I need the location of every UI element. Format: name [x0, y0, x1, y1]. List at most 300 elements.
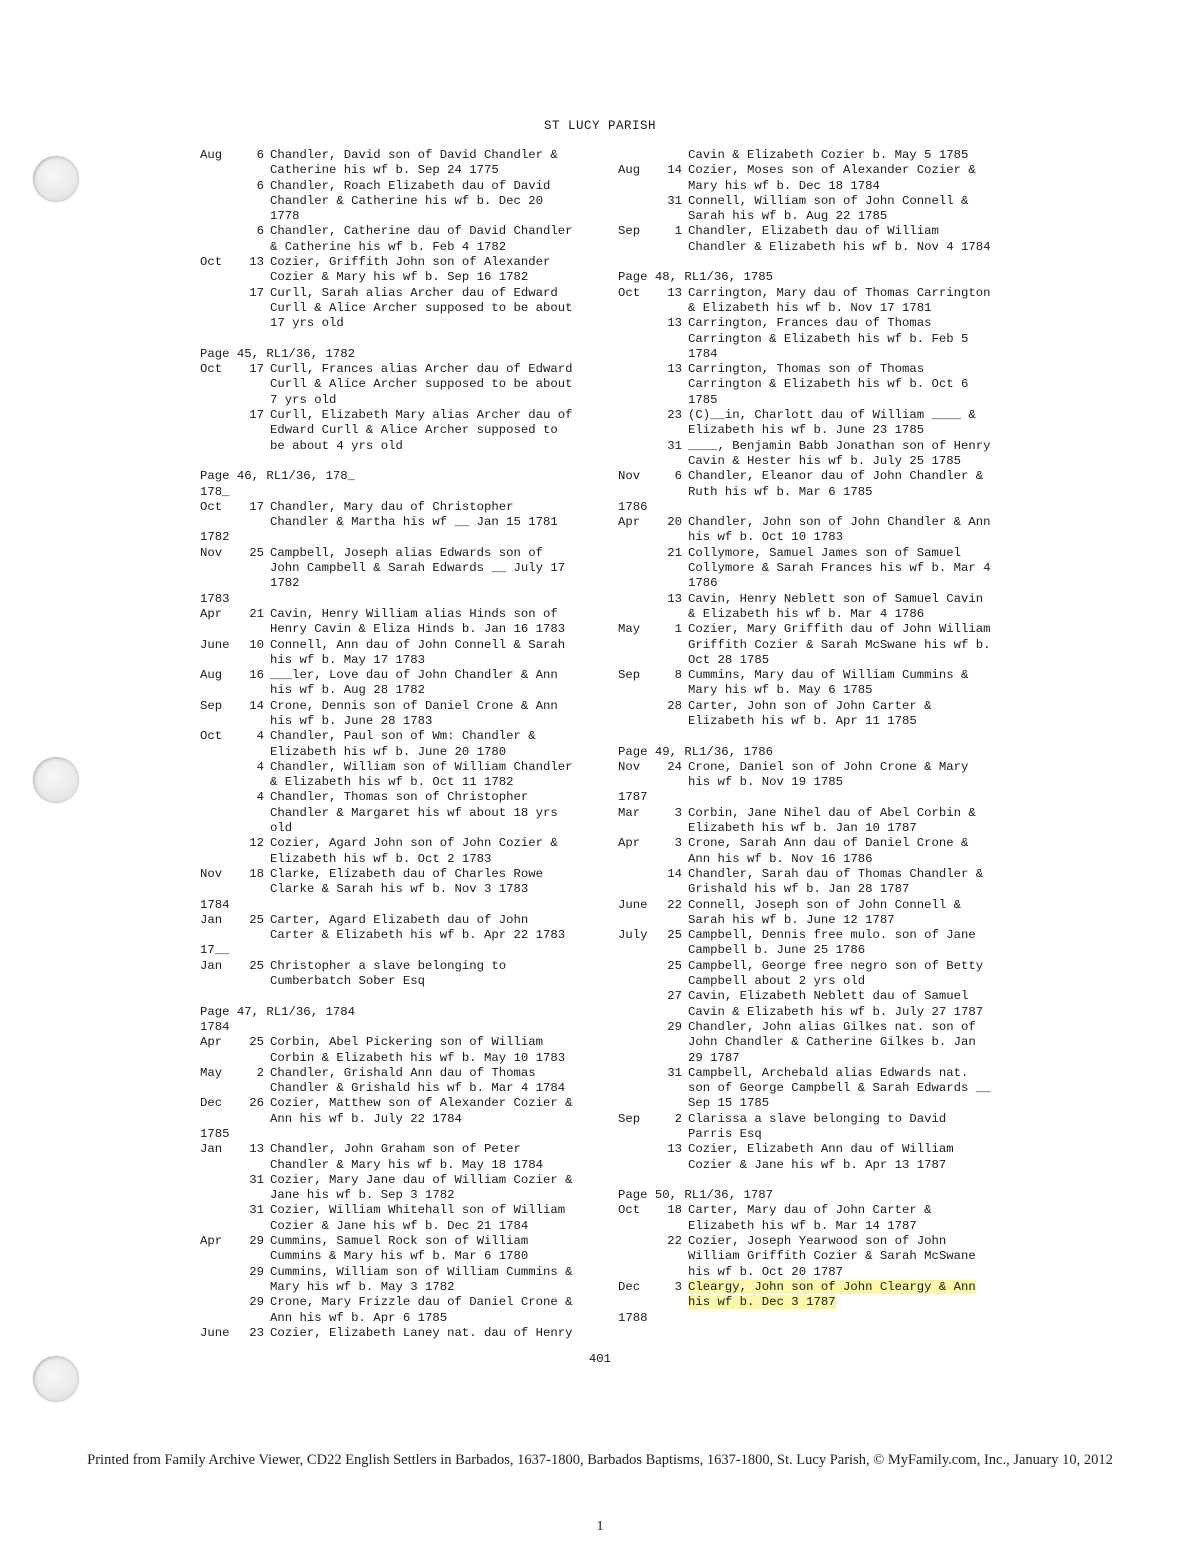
- entry-line: [618, 959, 1018, 974]
- entry-line: [618, 148, 1018, 163]
- entry-day: 1: [674, 224, 682, 239]
- entry-text: Crone, Mary Frizzle dau of Daniel Crone &: [270, 1295, 573, 1310]
- entry-day: 31: [667, 438, 682, 453]
- entry-text: Cozier, Moses son of Alexander Cozier &: [688, 163, 976, 178]
- entry-text: Cozier, Joseph Yearwood son of John: [688, 1234, 947, 1249]
- entry-day: 25: [249, 958, 264, 973]
- entry-line: [618, 1127, 1018, 1142]
- entry-text: Chandler & Catherine his wf b. Dec 20: [270, 193, 544, 208]
- entry-text: his wf b. Oct 10 1783: [688, 530, 843, 545]
- entry-text: Connell, William son of John Connell &: [688, 193, 969, 208]
- entry-day: 14: [249, 698, 264, 713]
- section-heading: 1783: [200, 591, 230, 606]
- entry-line: [618, 362, 1018, 377]
- entry-month: Oct: [200, 362, 223, 377]
- entry-text: Carrington, Thomas son of Thomas: [688, 362, 925, 377]
- entry-line: [618, 928, 1018, 943]
- entry-text: Cumberbatch Sober Esq: [270, 974, 425, 989]
- entry-line: [200, 316, 600, 331]
- entry-line: [200, 515, 600, 530]
- entry-text: Cozier, Elizabeth Laney nat. dau of Henry: [270, 1325, 573, 1340]
- entry-text: Carter, Mary dau of John Carter &: [688, 1203, 932, 1218]
- entry-text: Curll, Frances alias Archer dau of Edward: [270, 362, 573, 377]
- entry-line: [200, 408, 600, 423]
- entry-text: Cummins, Samuel Rock son of William: [270, 1234, 529, 1249]
- entry-line: [200, 1035, 600, 1050]
- entry-text: Campbell about 2 yrs old: [688, 974, 866, 989]
- entry-line: [200, 683, 600, 698]
- entry-line: [200, 1188, 600, 1203]
- entry-day: 6: [256, 178, 264, 193]
- entry-line: [200, 1265, 600, 1280]
- entry-day: 27: [667, 989, 682, 1004]
- entry-line: [618, 913, 1018, 928]
- entry-line: [200, 148, 600, 163]
- entry-text: Corbin, Jane Nihel dau of Abel Corbin &: [688, 805, 976, 820]
- entry-text: Cozier, Elizabeth Ann dau of William: [688, 1142, 954, 1157]
- entry-line: [200, 1142, 600, 1157]
- section-heading: 178_: [200, 484, 230, 499]
- entry-text: Chandler, Roach Elizabeth dau of David: [270, 178, 551, 193]
- entry-month: Aug: [200, 668, 223, 683]
- entry-text: Cozier, Agard John son of John Cozier &: [270, 836, 558, 851]
- binder-hole-middle: [33, 757, 79, 803]
- entry-text: Ann his wf b. Nov 16 1786: [688, 851, 873, 866]
- entry-day: 25: [667, 928, 682, 943]
- entry-text: Cozier & Mary his wf b. Sep 16 1782: [270, 270, 529, 285]
- entry-day: 26: [249, 1096, 264, 1111]
- entry-line: [618, 209, 1018, 224]
- entry-text: Chandler & Grishald his wf b. Mar 4 1784: [270, 1081, 566, 1096]
- left-column: [200, 148, 600, 1341]
- entry-month: Oct: [618, 1203, 641, 1218]
- entry-day: 31: [249, 1203, 264, 1218]
- entry-month: Oct: [200, 729, 223, 744]
- entry-text: Chandler, Catherine dau of David Chandler: [270, 224, 573, 239]
- entry-line: [200, 1081, 600, 1096]
- entry-line: [200, 1158, 600, 1173]
- section-heading: Page 47, RL1/36, 1784: [200, 1004, 355, 1019]
- entry-line: [618, 1280, 1018, 1295]
- entry-text: John Campbell & Sarah Edwards __ July 17: [270, 561, 566, 576]
- entry-day: 22: [667, 1234, 682, 1249]
- entry-day: 6: [674, 469, 682, 484]
- entry-day: 29: [667, 1019, 682, 1034]
- entry-text: Elizabeth his wf b. Mar 14 1787: [688, 1218, 917, 1233]
- entry-month: Apr: [200, 1035, 223, 1050]
- section-heading: 17__: [200, 943, 230, 958]
- register-page-number: 401: [588, 1352, 612, 1366]
- entry-text: Campbell, Dennis free mulo. son of Jane: [688, 928, 976, 943]
- entry-line: [618, 760, 1018, 775]
- entry-line: [200, 1096, 600, 1111]
- entry-month: Nov: [618, 759, 641, 774]
- entry-line: [618, 775, 1018, 790]
- entry-line: [618, 194, 1018, 209]
- entry-day: 14: [667, 163, 682, 178]
- entry-day: 31: [667, 1065, 682, 1080]
- entry-text: Mary his wf b. May 6 1785: [688, 683, 873, 698]
- entry-text: Cozier & Jane his wf b. Apr 13 1787: [688, 1157, 947, 1172]
- entry-day: 31: [249, 1172, 264, 1187]
- entry-line: [200, 1112, 600, 1127]
- entry-text: Crone, Sarah Ann dau of Daniel Crone &: [688, 836, 969, 851]
- entry-text: Chandler & Margaret his wf about 18 yrs: [270, 805, 558, 820]
- entry-day: 13: [249, 1142, 264, 1157]
- entry-day: 13: [667, 316, 682, 331]
- entry-text: his wf b. June 28 1783: [270, 713, 433, 728]
- entry-text: 7 yrs old: [270, 392, 337, 407]
- entry-line: [618, 668, 1018, 683]
- entry-line: [618, 852, 1018, 867]
- entry-line: [200, 668, 600, 683]
- entry-line: [200, 821, 600, 836]
- spacer: [618, 729, 1018, 744]
- entry-line: [618, 1234, 1018, 1249]
- entry-month: July: [618, 928, 648, 943]
- entry-line: [618, 1142, 1018, 1157]
- entry-line: [200, 775, 600, 790]
- entry-text: Campbell b. June 25 1786: [688, 943, 866, 958]
- entry-text: John Chandler & Catherine Gilkes b. Jan: [688, 1035, 976, 1050]
- entry-line: [200, 576, 600, 591]
- entry-line: [618, 163, 1018, 178]
- entry-day: 13: [249, 255, 264, 270]
- section-heading: 1786: [618, 499, 648, 514]
- entry-text: 1778: [270, 209, 300, 224]
- entry-line: [200, 622, 600, 637]
- entry-line: [200, 439, 600, 454]
- entry-line: [618, 316, 1018, 331]
- entry-text: Griffith Cozier & Sarah McSwane his wf b.: [688, 637, 991, 652]
- entry-text: Chandler, Grishald Ann dau of Thomas: [270, 1065, 536, 1080]
- entry-text: Carrington & Elizabeth his wf b. Oct 6: [688, 377, 969, 392]
- entry-day: 25: [249, 912, 264, 927]
- entry-text: be about 4 yrs old: [270, 438, 403, 453]
- entry-text: 1782: [270, 576, 300, 591]
- entry-line: [200, 209, 600, 224]
- entry-text: Chandler, John alias Gilkes nat. son of: [688, 1019, 976, 1034]
- entry-text: Elizabeth his wf b. June 23 1785: [688, 423, 925, 438]
- entry-text: Connell, Ann dau of John Connell & Sarah: [270, 637, 566, 652]
- entry-day: 25: [667, 958, 682, 973]
- entry-month: Aug: [618, 163, 641, 178]
- entry-text: his wf b. Nov 19 1785: [688, 775, 843, 790]
- entry-line: [618, 1265, 1018, 1280]
- entry-text: Crone, Dennis son of Daniel Crone & Ann: [270, 698, 558, 713]
- entry-month: Oct: [200, 255, 223, 270]
- entry-line: [618, 485, 1018, 500]
- entry-line: [200, 270, 600, 285]
- entry-day: 14: [667, 866, 682, 881]
- entry-day: 2: [256, 1065, 264, 1080]
- entry-text: Carter, John son of John Carter &: [688, 698, 932, 713]
- entry-line: [618, 683, 1018, 698]
- entry-text: Elizabeth his wf b. Jan 10 1787: [688, 821, 917, 836]
- entry-text: Cavin, Elizabeth Neblett dau of Samuel: [688, 989, 969, 1004]
- page-title: ST LUCY PARISH: [543, 119, 657, 133]
- entry-line: [618, 439, 1018, 454]
- entry-day: 12: [249, 836, 264, 851]
- entry-text: Carrington, Frances dau of Thomas: [688, 316, 932, 331]
- entry-line: [200, 423, 600, 438]
- entry-day: 17: [249, 285, 264, 300]
- entry-text: his wf b. Dec 3 1787: [688, 1295, 836, 1310]
- entry-line: [618, 974, 1018, 989]
- entry-line: [618, 1249, 1018, 1264]
- entry-text: Cummins, William son of William Cummins &: [270, 1264, 573, 1279]
- entry-line: [200, 224, 600, 239]
- entry-line: [618, 224, 1018, 239]
- entry-text: Mary his wf b. Dec 18 1784: [688, 178, 880, 193]
- entry-day: 6: [256, 224, 264, 239]
- entry-text: Carter, Agard Elizabeth dau of John: [270, 912, 529, 927]
- entry-line: [618, 1005, 1018, 1020]
- entry-line: [200, 1173, 600, 1188]
- section-heading: Page 49, RL1/36, 1786: [618, 744, 773, 759]
- spacer: [200, 454, 600, 469]
- entry-month: Sep: [200, 698, 223, 713]
- entry-line: [618, 714, 1018, 729]
- entry-text: Collymore & Sarah Frances his wf b. Mar 4: [688, 561, 991, 576]
- section-heading: 1785: [200, 1127, 230, 1141]
- entry-line: [200, 852, 600, 867]
- entry-line: [200, 546, 600, 561]
- entry-day: 21: [667, 545, 682, 560]
- entry-month: Nov: [200, 545, 223, 560]
- entry-day: 17: [249, 408, 264, 423]
- entry-text: Mary his wf b. May 3 1782: [270, 1279, 455, 1294]
- entry-line: [618, 408, 1018, 423]
- entry-text: Cavin, Henry William alias Hinds son of: [270, 606, 558, 621]
- entry-day: 31: [667, 193, 682, 208]
- entry-day: 29: [249, 1264, 264, 1279]
- entry-line: [618, 1096, 1018, 1111]
- entry-text: ____, Benjamin Babb Jonathan son of Henry: [688, 438, 991, 453]
- entry-text: Oct 28 1785: [688, 652, 770, 667]
- entry-month: Apr: [618, 515, 641, 530]
- entry-text: Chandler, Elizabeth dau of William: [688, 224, 939, 239]
- entry-line: [618, 469, 1018, 484]
- entry-line: [200, 179, 600, 194]
- entry-text: Chandler, David son of David Chandler &: [270, 148, 558, 162]
- entry-text: Chandler & Elizabeth his wf b. Nov 4 1784: [688, 239, 991, 254]
- entry-line: [618, 1219, 1018, 1234]
- entry-line: [618, 546, 1018, 561]
- entry-day: 4: [256, 790, 264, 805]
- entry-month: Sep: [618, 668, 641, 683]
- entry-month: May: [200, 1065, 223, 1080]
- entry-day: 17: [249, 499, 264, 514]
- print-footer: Printed from Family Archive Viewer, CD22 English Settlers in Barbados, 1637-1800, Barbados Baptisms, 1637-1800, St. Lucy Parish, © MyFamily.com, Inc., January 10, 2012: [87, 1452, 1113, 1468]
- entry-line: [200, 790, 600, 805]
- entry-line: [618, 622, 1018, 637]
- entry-text: Elizabeth his wf b. Oct 2 1783: [270, 851, 492, 866]
- entry-line: [200, 194, 600, 209]
- entry-text: 29 1787: [688, 1050, 740, 1065]
- entry-line: [618, 638, 1018, 653]
- entry-text: Cozier, Matthew son of Alexander Cozier &: [270, 1096, 573, 1111]
- entry-month: Sep: [618, 224, 641, 239]
- entry-month: June: [618, 897, 648, 912]
- entry-month: Dec: [200, 1096, 223, 1111]
- entry-text: Clarissa a slave belonging to David: [688, 1111, 947, 1126]
- entry-day: 24: [667, 759, 682, 774]
- entry-text: Cozier, Mary Jane dau of William Cozier &: [270, 1172, 573, 1187]
- entry-line: [618, 867, 1018, 882]
- entry-day: 2: [674, 1111, 682, 1126]
- entry-line: [618, 898, 1018, 913]
- entry-day: 17: [249, 362, 264, 377]
- entry-text: Christopher a slave belonging to: [270, 958, 507, 973]
- entry-line: [200, 959, 600, 974]
- entry-day: 13: [667, 1142, 682, 1157]
- entry-text: Cummins & Mary his wf b. Mar 6 1780: [270, 1249, 529, 1264]
- entry-line: [200, 867, 600, 882]
- entry-line: [200, 163, 600, 178]
- entry-line: [618, 1203, 1018, 1218]
- entry-line: [618, 821, 1018, 836]
- entry-text: son of George Campbell & Sarah Edwards __: [688, 1081, 991, 1096]
- entry-line: [618, 1066, 1018, 1081]
- entry-day: 29: [249, 1295, 264, 1310]
- section-heading: 1782: [200, 530, 230, 545]
- entry-text: Chandler, Eleanor dau of John Chandler &: [688, 469, 984, 484]
- entry-day: 10: [249, 637, 264, 652]
- entry-text: Chandler, John Graham son of Peter: [270, 1142, 521, 1157]
- entry-day: 23: [667, 408, 682, 423]
- entry-line: [618, 1051, 1018, 1066]
- entry-line: [200, 1051, 600, 1066]
- spacer: [618, 255, 1018, 270]
- entry-line: [618, 1020, 1018, 1035]
- entry-text: Cozier, William Whitehall son of William: [270, 1203, 566, 1218]
- entry-text: Cozier, Griffith John son of Alexander: [270, 255, 551, 270]
- entry-line: [200, 1280, 600, 1295]
- entry-line: [200, 1295, 600, 1310]
- entry-day: 3: [674, 836, 682, 851]
- entry-day: 16: [249, 668, 264, 683]
- right-column: [618, 148, 1018, 1326]
- entry-line: [200, 806, 600, 821]
- entry-line: [618, 882, 1018, 897]
- entry-text: Curll & Alice Archer supposed to be about: [270, 300, 573, 315]
- entry-month: Apr: [200, 1234, 223, 1249]
- entry-text: Curll, Sarah alias Archer dau of Edward: [270, 285, 558, 300]
- entry-text: Catherine his wf b. Sep 24 1775: [270, 163, 499, 178]
- entry-text: 1786: [688, 576, 718, 591]
- entry-text: his wf b. Aug 28 1782: [270, 683, 425, 698]
- entry-line: [618, 423, 1018, 438]
- entry-month: Dec: [618, 1279, 641, 1294]
- entry-text: old: [270, 821, 293, 836]
- entry-month: May: [618, 622, 641, 637]
- entry-text: Henry Cavin & Eliza Hinds b. Jan 16 1783: [270, 622, 566, 637]
- entry-day: 13: [667, 285, 682, 300]
- footer-page-number: 1: [596, 1519, 604, 1534]
- entry-day: 13: [667, 362, 682, 377]
- entry-text: Elizabeth his wf b. June 20 1780: [270, 744, 507, 759]
- section-heading: 1784: [200, 897, 230, 912]
- section-heading: Page 46, RL1/36, 178_: [200, 469, 355, 484]
- entry-month: Jan: [200, 1142, 223, 1157]
- entry-line: [200, 362, 600, 377]
- entry-day: 25: [249, 545, 264, 560]
- entry-line: [200, 561, 600, 576]
- entry-line: [200, 1326, 600, 1341]
- entry-text: Cavin & Elizabeth Cozier b. May 5 1785: [688, 148, 969, 162]
- entry-line: [618, 301, 1018, 316]
- entry-line: [618, 943, 1018, 958]
- entry-day: 4: [256, 729, 264, 744]
- entry-line: [618, 347, 1018, 362]
- entry-text: Chandler & Martha his wf __ Jan 15 1781: [270, 515, 558, 530]
- entry-day: 18: [667, 1203, 682, 1218]
- entry-line: [618, 561, 1018, 576]
- entry-text: (C)__in, Charlott dau of William ____ &: [688, 408, 976, 423]
- entry-line: [618, 1112, 1018, 1127]
- entry-month: June: [200, 1325, 230, 1340]
- entry-text: Chandler, Thomas son of Christopher: [270, 790, 529, 805]
- entry-text: Cozier & Jane his wf b. Dec 21 1784: [270, 1218, 529, 1233]
- entry-text: Edward Curll & Alice Archer supposed to: [270, 423, 558, 438]
- entry-line: [618, 179, 1018, 194]
- entry-line: [618, 653, 1018, 668]
- entry-month: Mar: [618, 805, 641, 820]
- entry-line: [618, 806, 1018, 821]
- entry-day: 4: [256, 759, 264, 774]
- entry-line: [200, 301, 600, 316]
- entry-text: Clarke & Sarah his wf b. Nov 3 1783: [270, 882, 529, 897]
- entry-line: [618, 607, 1018, 622]
- entry-line: [618, 989, 1018, 1004]
- entry-text: Cozier, Mary Griffith dau of John William: [688, 622, 991, 637]
- entry-text: Sep 15 1785: [688, 1096, 770, 1111]
- entry-text: Grishald his wf b. Jan 28 1787: [688, 882, 910, 897]
- entry-line: [200, 729, 600, 744]
- entry-line: [200, 377, 600, 392]
- entry-line: [200, 913, 600, 928]
- entry-text: Clarke, Elizabeth dau of Charles Rowe: [270, 866, 544, 881]
- section-heading: 1788: [618, 1310, 648, 1325]
- entry-line: [618, 576, 1018, 591]
- entry-text: Crone, Daniel son of John Crone & Mary: [688, 759, 969, 774]
- entry-line: [618, 1035, 1018, 1050]
- entry-day: 29: [249, 1234, 264, 1249]
- entry-line: [200, 500, 600, 515]
- entry-line: [200, 836, 600, 851]
- entry-line: [200, 240, 600, 255]
- spacer: [618, 1173, 1018, 1188]
- entry-text: Chandler, William son of William Chandler: [270, 759, 573, 774]
- entry-day: 13: [667, 591, 682, 606]
- entry-text: ___ler, Love dau of John Chandler & Ann: [270, 668, 558, 683]
- entry-text: Ann his wf b. Apr 6 1785: [270, 1310, 448, 1325]
- entry-line: [200, 393, 600, 408]
- entry-text: Ruth his wf b. Mar 6 1785: [688, 484, 873, 499]
- entry-text: Cleargy, John son of John Cleargy & Ann: [688, 1279, 976, 1294]
- entry-line: [618, 1295, 1018, 1310]
- entry-text: Ann his wf b. July 22 1784: [270, 1111, 462, 1126]
- entry-text: Chandler, Sarah dau of Thomas Chandler &: [688, 866, 984, 881]
- entry-day: 3: [674, 1279, 682, 1294]
- entry-line: [200, 745, 600, 760]
- entry-line: [200, 974, 600, 989]
- entry-line: [618, 836, 1018, 851]
- entry-line: [618, 699, 1018, 714]
- entry-text: & Catherine his wf b. Feb 4 1782: [270, 239, 507, 254]
- entry-day: 23: [249, 1325, 264, 1340]
